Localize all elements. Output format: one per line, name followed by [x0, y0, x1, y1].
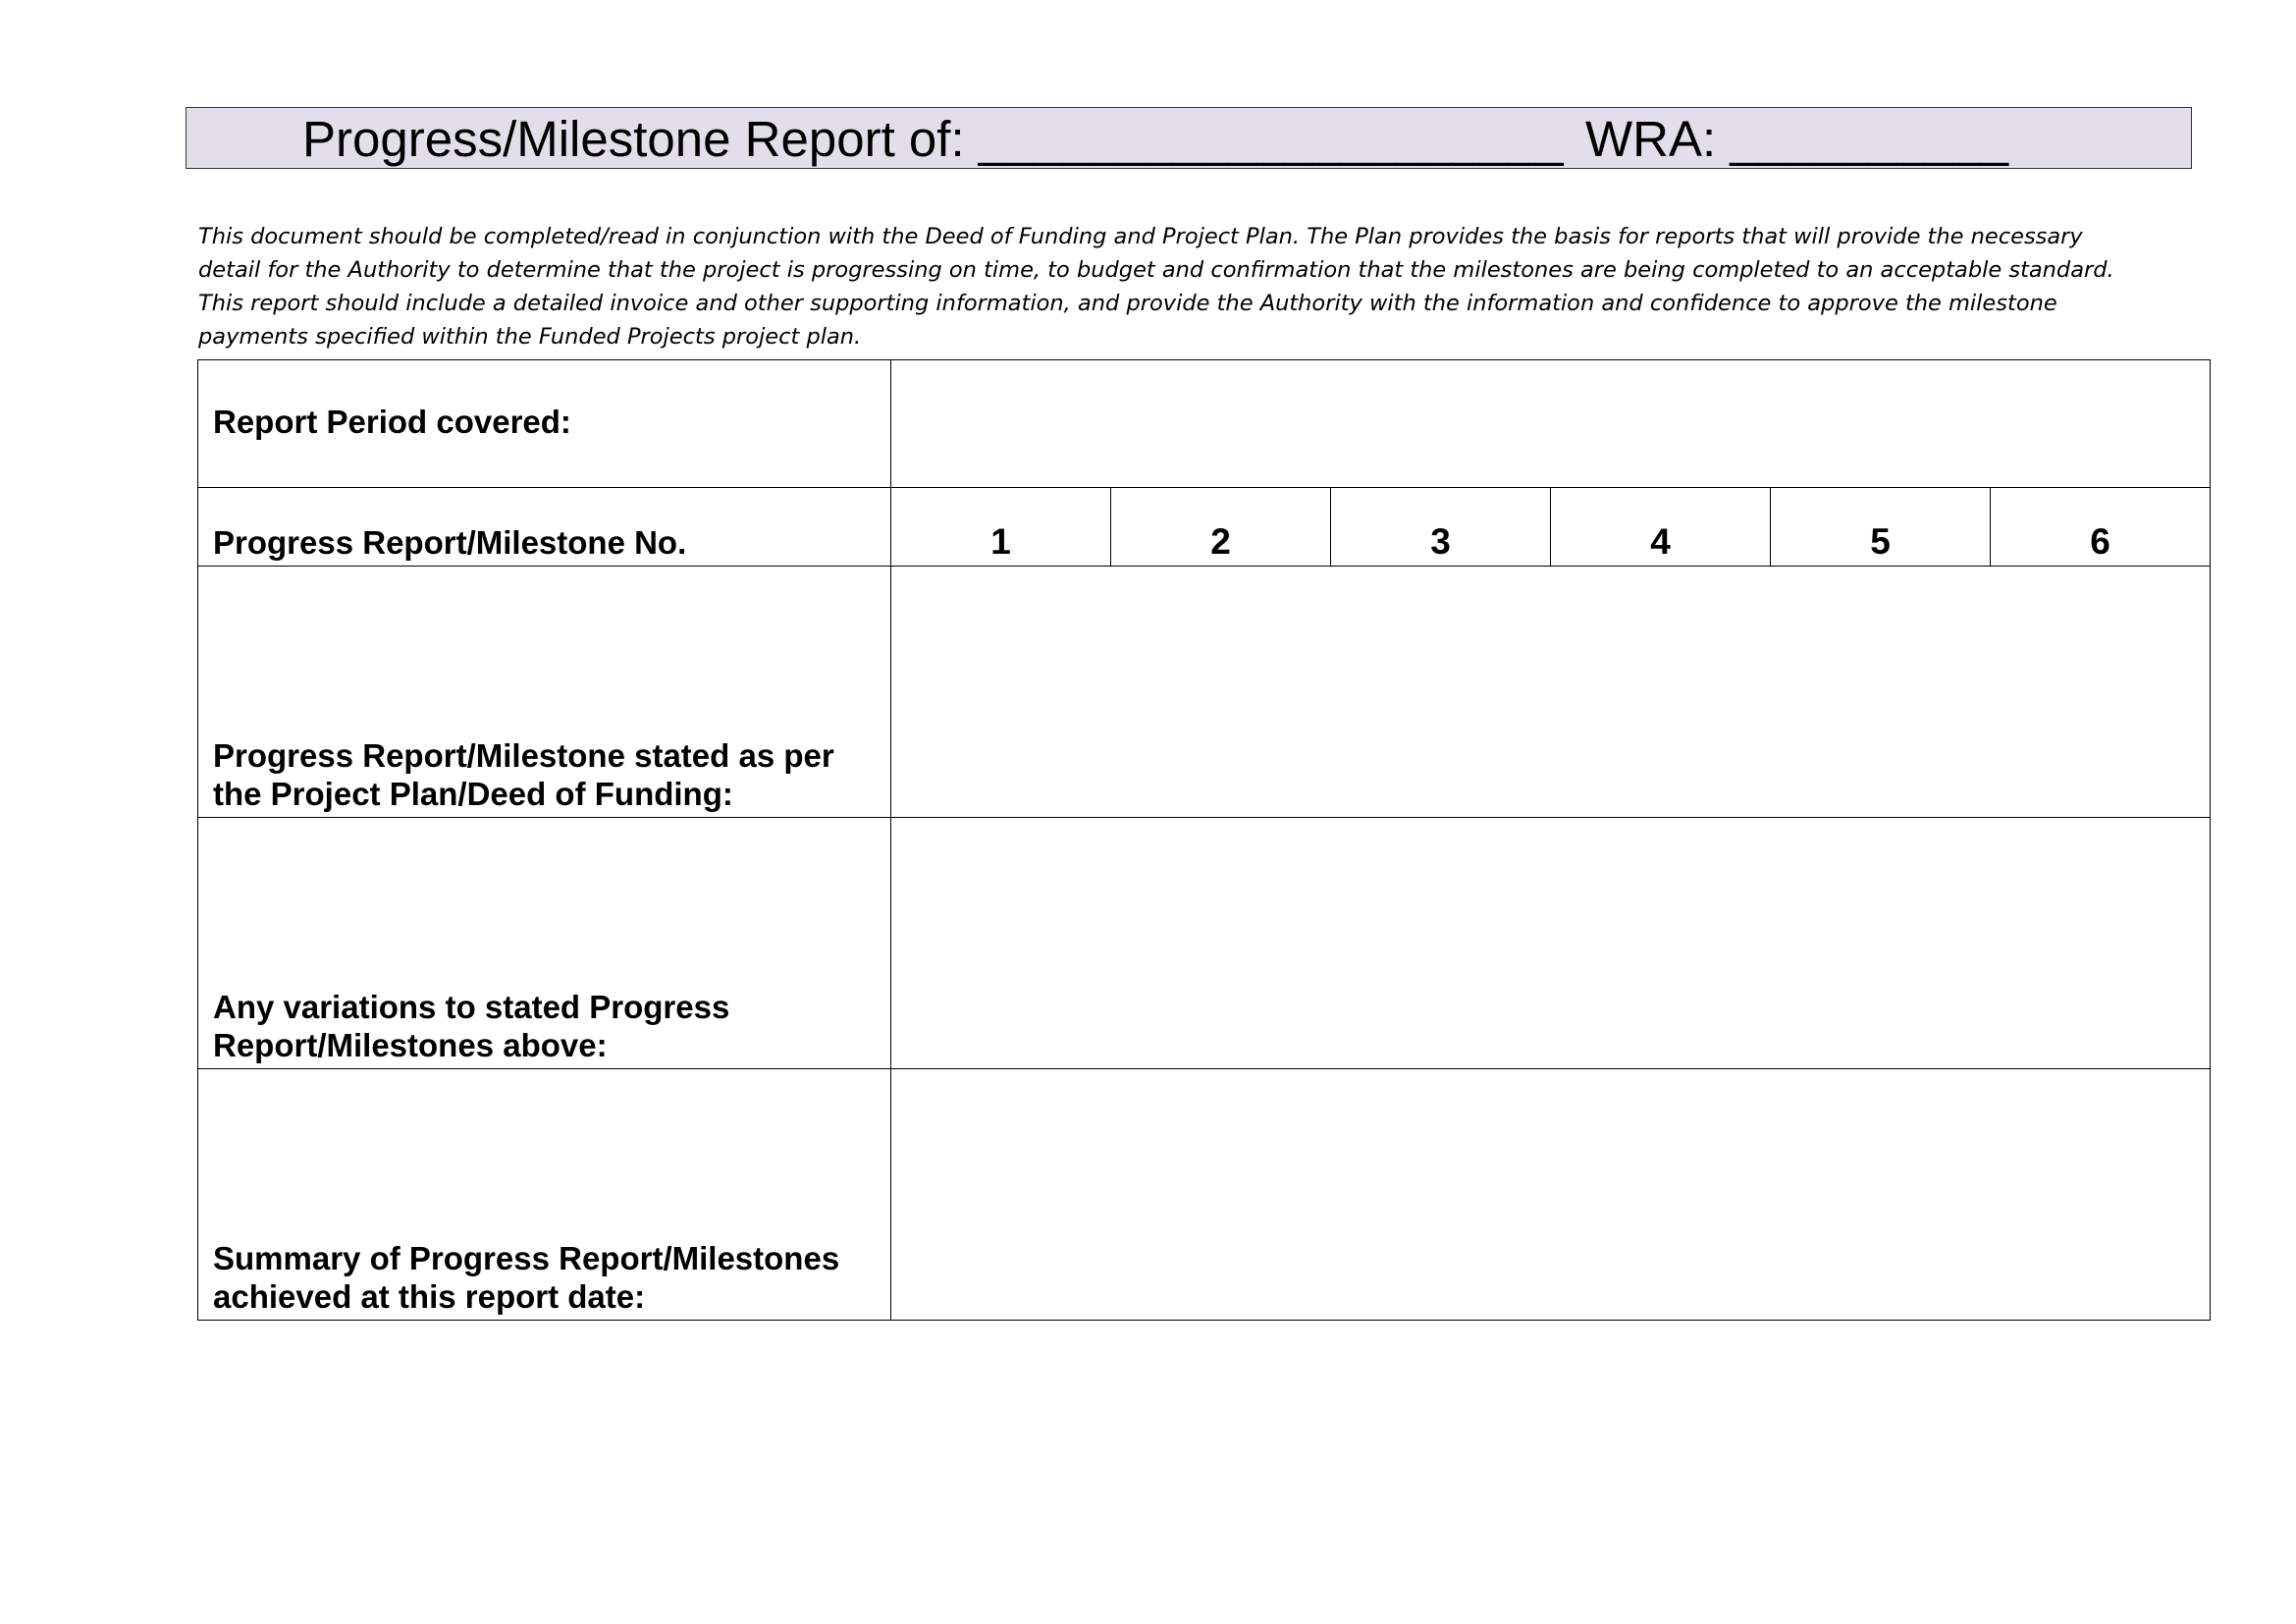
milestone-number-6[interactable]: 6	[1991, 488, 2211, 567]
report-form-table	[197, 359, 2211, 1321]
milestone-number-3[interactable]: 3	[1331, 488, 1551, 567]
intro-paragraph	[198, 220, 2162, 353]
label-line: the Project Plan/Deed of Funding:	[213, 776, 733, 812]
summary-field[interactable]	[891, 1069, 2211, 1321]
label-line: Summary of Progress Report/Milestones	[213, 1240, 840, 1276]
stated-milestone-field[interactable]	[891, 567, 2211, 818]
summary-row	[198, 1069, 2211, 1321]
variations-row	[198, 818, 2211, 1069]
milestone-number-2[interactable]: 2	[1111, 488, 1331, 567]
intro-line: payments specified within the Funded Projects project plan.	[198, 324, 862, 350]
label-line: Progress Report/Milestone stated as per	[213, 737, 834, 774]
label-line: Report/Milestones above:	[213, 1027, 608, 1063]
stated-milestone-row	[198, 567, 2211, 818]
wra-label: WRA: __________	[1585, 111, 2008, 167]
report-period-field[interactable]	[891, 360, 2211, 488]
summary-label	[198, 1069, 891, 1321]
label-line: Any variations to stated Progress	[213, 989, 730, 1025]
report-title: Progress/Milestone Report of: _____________________	[302, 111, 1564, 167]
label-line: achieved at this report date:	[213, 1278, 646, 1315]
milestone-number-1[interactable]: 1	[891, 488, 1111, 567]
report-period-row	[198, 360, 2211, 488]
stated-milestone-label	[198, 567, 891, 818]
intro-line: This document should be completed/read in conjunction with the Deed of Funding and Project Plan. The Plan provides the basis for reports that will provide the necessary	[198, 224, 2083, 249]
milestone-number-5[interactable]: 5	[1771, 488, 1991, 567]
milestone-number-4[interactable]: 4	[1551, 488, 1771, 567]
title-banner	[186, 107, 2192, 169]
intro-line: detail for the Authority to determine that the project is progressing on time, to budget and confirmation that the milestones are being completed to an acceptable standard.	[198, 257, 2114, 283]
variations-field[interactable]	[891, 818, 2211, 1069]
milestone-no-label: Progress Report/Milestone No.	[198, 488, 891, 567]
variations-label	[198, 818, 891, 1069]
milestone-number-row	[198, 488, 2211, 567]
intro-line: This report should include a detailed invoice and other supporting information, and provide the Authority with the information and confidence to approve the milestone	[198, 291, 2057, 316]
report-period-label: Report Period covered:	[198, 360, 891, 488]
